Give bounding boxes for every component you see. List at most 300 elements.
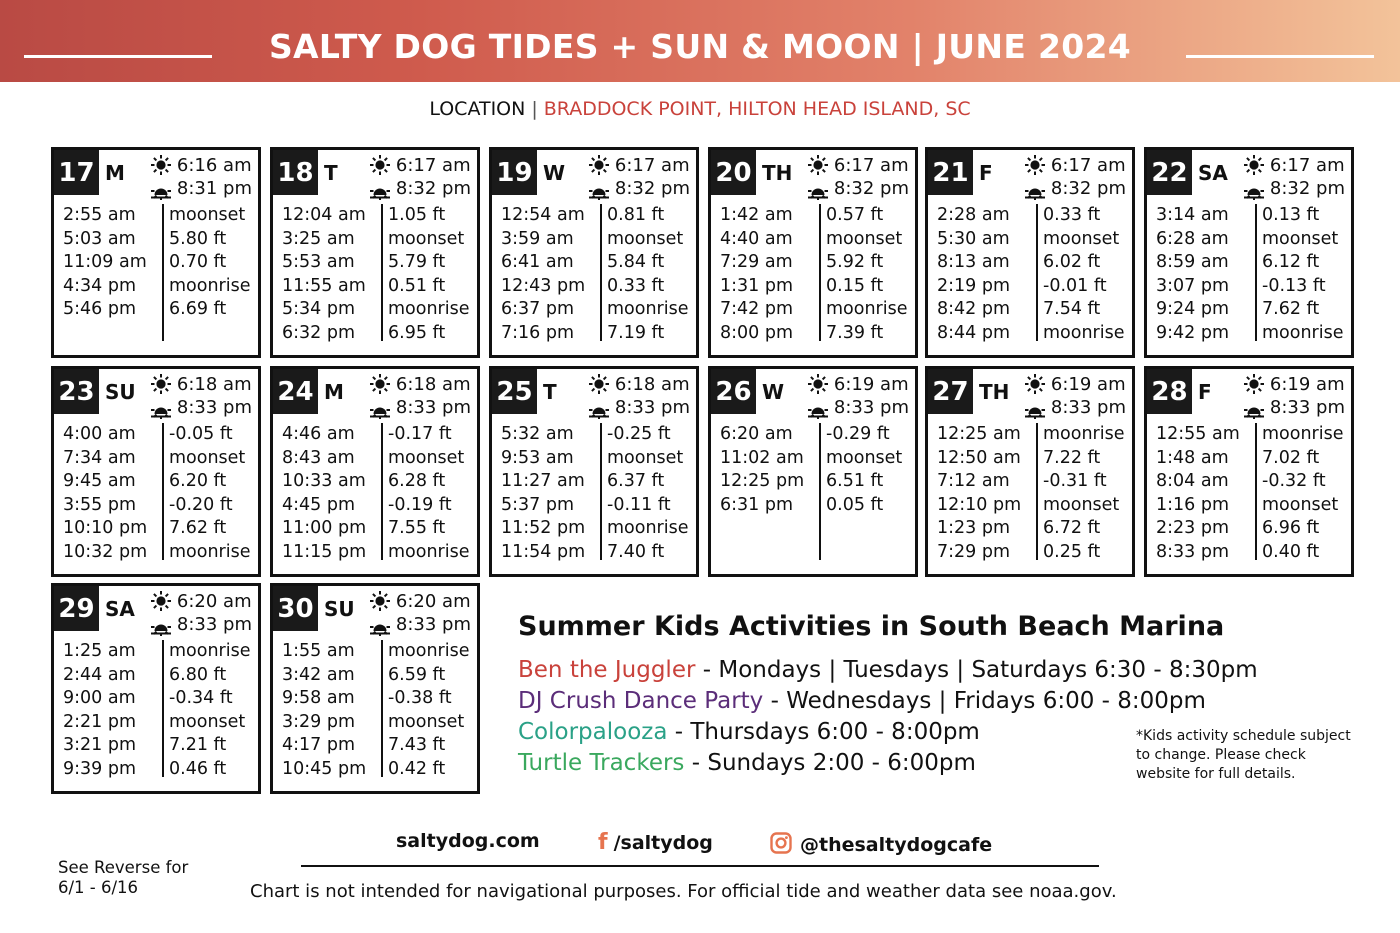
event-time: 8:13 am — [937, 252, 1010, 272]
event-value: 6.28 ft — [388, 471, 446, 491]
event-time: 9:53 am — [501, 447, 574, 468]
event-value: moonset — [1262, 494, 1339, 515]
event-value: 5.80 ft — [169, 228, 227, 249]
time-column — [282, 423, 380, 564]
sun-times — [1023, 154, 1126, 200]
event-value: 0.70 ft — [169, 252, 227, 272]
event-time: 3:25 am — [282, 228, 355, 249]
event-time: 6:28 am — [1156, 228, 1229, 249]
event-value: -0.13 ft — [1262, 275, 1326, 296]
event-time: 5:53 am — [282, 252, 355, 272]
time-column — [1156, 423, 1254, 564]
sunrise-time: 6:16 am — [176, 154, 252, 176]
day-weekday: T — [324, 161, 338, 185]
event-time: 7:42 pm — [720, 299, 794, 319]
instagram-link[interactable] — [770, 832, 992, 855]
event-time: 7:12 am — [937, 471, 1010, 491]
event-time: 11:52 pm — [501, 518, 586, 538]
event-value: 0.25 ft — [1043, 541, 1101, 562]
sunset-time: 8:33 pm — [176, 613, 252, 635]
value-column — [162, 640, 258, 777]
event-value: -0.11 ft — [607, 494, 671, 515]
event-time: 12:25 am — [937, 424, 1021, 444]
sunset-icon — [368, 614, 392, 636]
tide-columns — [492, 423, 696, 563]
time-column — [63, 640, 161, 781]
activity-name: Turtle Trackers — [518, 750, 685, 776]
day-date: 29 — [54, 586, 99, 631]
event-time: 5:30 am — [937, 228, 1010, 249]
event-value: moonset — [388, 228, 465, 249]
day-weekday: W — [762, 380, 785, 404]
event-value: 5.79 ft — [388, 252, 446, 272]
sunrise-icon — [368, 374, 392, 396]
event-time: 8:44 pm — [937, 322, 1011, 343]
sunrise-row — [587, 154, 690, 177]
page-title: SALTY DOG TIDES + SUN & MOON | JUNE 2024 — [268, 27, 1131, 66]
event-value: 0.15 ft — [826, 275, 884, 296]
value-column — [1036, 204, 1132, 341]
event-time: 5:46 pm — [63, 299, 137, 319]
event-time: 4:00 am — [63, 424, 136, 444]
time-column — [937, 204, 1035, 345]
day-date: 28 — [1147, 369, 1192, 414]
event-value: moonrise — [388, 541, 470, 562]
event-value: 6.69 ft — [169, 299, 227, 319]
time-column — [1156, 204, 1254, 345]
day-card — [51, 583, 261, 794]
sunset-icon — [1023, 178, 1047, 200]
day-card — [489, 147, 699, 358]
sunrise-icon — [587, 155, 611, 177]
event-time: 11:54 pm — [501, 541, 586, 562]
event-time: 4:45 pm — [282, 494, 356, 515]
event-value: moonset — [607, 228, 684, 249]
event-time: 2:44 am — [63, 664, 136, 685]
event-time: 10:32 pm — [63, 541, 148, 562]
sunset-icon — [587, 397, 611, 419]
activity-row — [518, 690, 1206, 713]
event-time: 5:03 am — [63, 228, 136, 249]
event-time: 2:28 am — [937, 205, 1010, 225]
sunset-icon — [149, 397, 173, 419]
event-value: 7.19 ft — [607, 322, 665, 343]
sunrise-icon — [1023, 155, 1047, 177]
sunrise-row — [806, 154, 909, 177]
event-time: 2:19 pm — [937, 275, 1011, 296]
sunrise-icon — [1242, 155, 1266, 177]
event-time: 3:59 am — [501, 228, 574, 249]
event-value: 6.20 ft — [169, 471, 227, 491]
event-time: 7:34 am — [63, 447, 136, 468]
event-value: 5.92 ft — [826, 252, 884, 272]
header-banner — [0, 0, 1400, 82]
event-time: 6:31 pm — [720, 494, 794, 515]
event-value: 7.43 ft — [388, 735, 446, 755]
event-time: 9:24 pm — [1156, 299, 1230, 319]
event-value: moonrise — [1043, 424, 1125, 444]
event-time: 11:15 pm — [282, 541, 367, 562]
event-time: 6:37 pm — [501, 299, 575, 319]
event-time: 12:55 am — [1156, 424, 1240, 444]
day-date: 23 — [54, 369, 99, 414]
sunset-row — [1023, 177, 1126, 200]
sunset-row — [1242, 177, 1345, 200]
event-value: moonrise — [1262, 322, 1344, 343]
sun-times — [587, 373, 690, 419]
activity-schedule: - Sundays 2:00 - 6:00pm — [684, 750, 976, 776]
event-time: 5:37 pm — [501, 494, 575, 515]
value-column — [819, 423, 915, 560]
day-card — [489, 366, 699, 577]
day-date: 19 — [492, 150, 537, 195]
event-time: 10:45 pm — [282, 758, 367, 779]
value-column — [1036, 423, 1132, 560]
event-time: 11:09 am — [63, 252, 147, 272]
event-time: 1:31 pm — [720, 275, 794, 296]
tide-columns — [54, 423, 258, 563]
event-value: 0.13 ft — [1262, 205, 1320, 225]
day-date: 21 — [928, 150, 973, 195]
event-value: 7.62 ft — [1262, 299, 1320, 319]
sunrise-time: 6:18 am — [614, 373, 690, 395]
sunrise-time: 6:19 am — [1050, 373, 1126, 395]
event-value: 0.42 ft — [388, 758, 446, 779]
event-time: 4:34 pm — [63, 275, 137, 296]
reverse-note-line: 6/1 - 6/16 — [58, 878, 139, 897]
day-date: 22 — [1147, 150, 1192, 195]
sunrise-icon — [149, 155, 173, 177]
event-time: 8:42 pm — [937, 299, 1011, 319]
time-column — [937, 423, 1035, 564]
sunrise-time: 6:20 am — [395, 590, 471, 612]
day-card — [925, 366, 1135, 577]
sun-times — [368, 373, 471, 419]
event-time: 3:42 am — [282, 664, 355, 685]
sunset-time: 8:32 pm — [1269, 177, 1345, 199]
tide-columns — [711, 423, 915, 563]
tide-columns — [928, 204, 1132, 344]
event-time: 7:29 pm — [937, 541, 1011, 562]
sun-times — [1023, 373, 1126, 419]
sun-times — [368, 154, 471, 200]
event-value: 6.95 ft — [388, 322, 446, 343]
event-time: 12:54 am — [501, 205, 585, 225]
footer-divider — [301, 865, 1099, 867]
event-time: 11:00 pm — [282, 518, 367, 538]
event-time: 10:10 pm — [63, 518, 148, 538]
event-time: 4:46 am — [282, 424, 355, 444]
event-value: 0.33 ft — [1043, 205, 1101, 225]
event-value: moonset — [169, 447, 246, 468]
sunset-icon — [1242, 397, 1266, 419]
day-weekday: F — [979, 161, 993, 185]
sunset-row — [149, 613, 252, 636]
sunrise-time: 6:19 am — [833, 373, 909, 395]
tide-columns — [273, 204, 477, 344]
event-time: 8:04 am — [1156, 471, 1229, 491]
tide-columns — [928, 423, 1132, 563]
sun-times — [1242, 373, 1345, 419]
sunset-time: 8:33 pm — [1050, 396, 1126, 418]
sunrise-time: 6:17 am — [614, 154, 690, 176]
sunrise-time: 6:17 am — [833, 154, 909, 176]
sunrise-icon — [149, 591, 173, 613]
sunset-row — [149, 177, 252, 200]
event-time: 3:21 pm — [63, 735, 137, 755]
event-time: 1:55 am — [282, 641, 355, 661]
value-column — [162, 423, 258, 560]
event-value: moonrise — [169, 641, 251, 661]
event-value: -0.34 ft — [169, 688, 233, 708]
event-value: moonset — [169, 205, 246, 225]
activity-row — [518, 752, 976, 775]
sunset-row — [806, 396, 909, 419]
value-column — [1255, 204, 1351, 341]
sunset-time: 8:32 pm — [614, 177, 690, 199]
time-column — [501, 423, 599, 564]
sun-times — [368, 590, 471, 636]
event-value: 7.62 ft — [169, 518, 227, 538]
event-time: 8:00 pm — [720, 322, 794, 343]
event-time: 5:34 pm — [282, 299, 356, 319]
event-time: 1:23 pm — [937, 518, 1011, 538]
event-value: moonrise — [607, 518, 689, 538]
sunset-time: 8:33 pm — [176, 396, 252, 418]
value-column — [600, 204, 696, 341]
day-weekday: SA — [1198, 161, 1228, 185]
activity-schedule: - Thursdays 6:00 - 8:00pm — [667, 719, 980, 745]
sunrise-row — [368, 590, 471, 613]
event-value: moonset — [388, 447, 465, 468]
disclaimer: Chart is not intended for navigational purposes. For official tide and weather data see noaa.gov. — [250, 881, 1117, 902]
event-value: moonset — [169, 711, 246, 732]
event-value: 7.40 ft — [607, 541, 665, 562]
day-card — [270, 366, 480, 577]
sunrise-icon — [806, 374, 830, 396]
event-time: 1:16 pm — [1156, 494, 1230, 515]
event-value: moonset — [826, 447, 903, 468]
sunrise-row — [149, 154, 252, 177]
event-value: moonset — [388, 711, 465, 732]
event-value: moonrise — [1262, 424, 1344, 444]
time-column — [282, 204, 380, 345]
event-value: moonrise — [388, 641, 470, 661]
sunrise-row — [1023, 154, 1126, 177]
sunrise-row — [368, 154, 471, 177]
sun-times — [587, 154, 690, 200]
event-value: -0.25 ft — [607, 424, 671, 444]
event-value: 6.51 ft — [826, 471, 884, 491]
event-value: 6.37 ft — [607, 471, 665, 491]
event-value: -0.17 ft — [388, 424, 452, 444]
event-value: 7.02 ft — [1262, 447, 1320, 468]
event-time: 11:27 am — [501, 471, 585, 491]
sunset-icon — [587, 178, 611, 200]
event-time: 9:39 pm — [63, 758, 137, 779]
value-column — [381, 640, 477, 777]
sunrise-icon — [149, 374, 173, 396]
event-value: 0.33 ft — [607, 275, 665, 296]
event-time: 3:29 pm — [282, 711, 356, 732]
day-weekday: TH — [762, 161, 793, 185]
sunrise-row — [368, 373, 471, 396]
sunset-icon — [149, 614, 173, 636]
time-column — [282, 640, 380, 781]
value-column — [381, 204, 477, 341]
reverse-note-line: See Reverse for — [58, 858, 189, 877]
value-column — [381, 423, 477, 560]
sunset-time: 8:33 pm — [395, 613, 471, 635]
event-time: 7:16 pm — [501, 322, 575, 343]
event-value: 0.57 ft — [826, 205, 884, 225]
location-line — [0, 100, 1400, 119]
event-value: moonset — [826, 228, 903, 249]
time-column — [720, 423, 818, 517]
sunrise-time: 6:20 am — [176, 590, 252, 612]
sunset-row — [368, 177, 471, 200]
facebook-icon: f — [598, 830, 608, 855]
instagram-icon — [770, 832, 792, 854]
sunrise-row — [806, 373, 909, 396]
tide-columns — [273, 423, 477, 563]
event-value: 7.21 ft — [169, 735, 227, 755]
event-value: -0.05 ft — [169, 424, 233, 444]
event-time: 10:33 am — [282, 471, 366, 491]
activities-title: Summer Kids Activities in South Beach Marina — [518, 611, 1225, 642]
location-label: LOCATION — [429, 98, 526, 120]
event-time: 9:00 am — [63, 688, 136, 708]
event-value: -0.20 ft — [169, 494, 233, 515]
event-value: -0.01 ft — [1043, 275, 1107, 296]
facebook-handle: /saltydog — [613, 832, 713, 854]
day-weekday: T — [543, 380, 557, 404]
sunset-icon — [806, 397, 830, 419]
event-value: 6.02 ft — [1043, 252, 1101, 272]
event-value: -0.29 ft — [826, 424, 890, 444]
sun-times — [1242, 154, 1345, 200]
sunset-row — [149, 396, 252, 419]
day-date: 20 — [711, 150, 756, 195]
event-value: -0.31 ft — [1043, 471, 1107, 491]
website-link[interactable]: saltydog.com — [396, 830, 540, 852]
sunrise-time: 6:17 am — [395, 154, 471, 176]
event-time: 6:20 am — [720, 424, 793, 444]
sunrise-time: 6:19 am — [1269, 373, 1345, 395]
sunrise-icon — [1023, 374, 1047, 396]
activity-name: Ben the Juggler — [518, 657, 696, 683]
activity-row — [518, 721, 980, 744]
day-card — [1144, 147, 1354, 358]
event-time: 4:17 pm — [282, 735, 356, 755]
event-time: 11:55 am — [282, 275, 366, 296]
event-time: 9:42 pm — [1156, 322, 1230, 343]
sunset-time: 8:32 pm — [1050, 177, 1126, 199]
sunrise-time: 6:18 am — [395, 373, 471, 395]
sunset-icon — [368, 397, 392, 419]
sunset-icon — [368, 178, 392, 200]
tide-columns — [1147, 423, 1351, 563]
event-time: 3:55 pm — [63, 494, 137, 515]
day-date: 25 — [492, 369, 537, 414]
sunrise-icon — [368, 591, 392, 613]
event-value: 1.05 ft — [388, 205, 446, 225]
event-value: moonset — [1043, 228, 1120, 249]
day-date: 30 — [273, 586, 318, 631]
tide-columns — [1147, 204, 1351, 344]
event-value: 7.22 ft — [1043, 447, 1101, 468]
event-value: -0.38 ft — [388, 688, 452, 708]
sunset-row — [587, 396, 690, 419]
sunset-icon — [1242, 178, 1266, 200]
event-time: 8:43 am — [282, 447, 355, 468]
event-value: moonset — [1262, 228, 1339, 249]
event-time: 9:45 am — [63, 471, 136, 491]
event-time: 1:25 am — [63, 641, 136, 661]
sunrise-icon — [368, 155, 392, 177]
sunset-time: 8:33 pm — [833, 396, 909, 418]
event-value: 0.51 ft — [388, 275, 446, 296]
event-value: -0.32 ft — [1262, 471, 1326, 491]
sunset-row — [368, 396, 471, 419]
event-value: 6.12 ft — [1262, 252, 1320, 272]
event-value: 7.55 ft — [388, 518, 446, 538]
facebook-link[interactable] — [598, 832, 713, 854]
sunrise-row — [149, 373, 252, 396]
sunset-time: 8:31 pm — [176, 177, 252, 199]
event-value: 6.72 ft — [1043, 518, 1101, 538]
day-date: 17 — [54, 150, 99, 195]
value-column — [600, 423, 696, 560]
sunrise-row — [149, 590, 252, 613]
event-value: 6.80 ft — [169, 664, 227, 685]
event-time: 3:07 pm — [1156, 275, 1230, 296]
day-weekday: M — [105, 161, 125, 185]
event-value: 7.54 ft — [1043, 299, 1101, 319]
time-column — [63, 204, 161, 322]
activity-name: DJ Crush Dance Party — [518, 688, 764, 714]
event-value: 0.40 ft — [1262, 541, 1320, 562]
day-card — [1144, 366, 1354, 577]
event-time: 12:25 pm — [720, 471, 805, 491]
event-time: 2:23 pm — [1156, 518, 1230, 538]
value-column — [162, 204, 258, 341]
event-time: 12:10 pm — [937, 494, 1022, 515]
sun-times — [149, 154, 252, 200]
tide-columns — [273, 640, 477, 780]
event-value: moonrise — [169, 275, 251, 296]
event-value: moonset — [1043, 494, 1120, 515]
event-value: 6.59 ft — [388, 664, 446, 685]
event-time: 8:59 am — [1156, 252, 1229, 272]
tide-columns — [54, 640, 258, 780]
event-time: 1:42 am — [720, 205, 793, 225]
day-card — [51, 147, 261, 358]
day-card — [708, 366, 918, 577]
day-card — [270, 583, 480, 794]
event-value: 6.96 ft — [1262, 518, 1320, 538]
tide-columns — [492, 204, 696, 344]
sunrise-icon — [1242, 374, 1266, 396]
sunrise-row — [587, 373, 690, 396]
activities-note: *Kids activity schedule subject to change. Please check website for full details. — [1136, 728, 1351, 782]
location-separator: | — [531, 98, 538, 120]
sunrise-icon — [587, 374, 611, 396]
day-weekday: SU — [105, 380, 136, 404]
day-weekday: M — [324, 380, 344, 404]
day-date: 24 — [273, 369, 318, 414]
sunset-time: 8:32 pm — [833, 177, 909, 199]
